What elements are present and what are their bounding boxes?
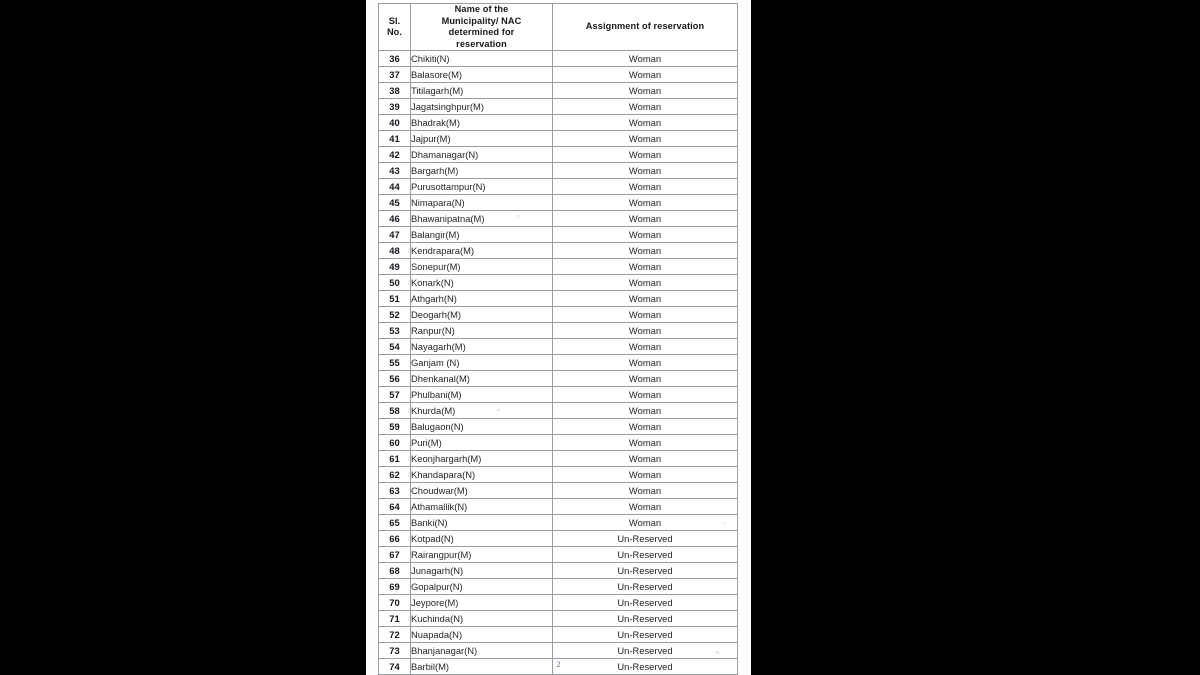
table-row	[379, 387, 738, 403]
column-header-name-line3: determined for	[448, 27, 515, 37]
cell-sl-no: 48	[379, 243, 411, 259]
scan-speck	[724, 522, 726, 524]
cell-sl-no: 70	[379, 595, 411, 611]
cell-sl-no: 52	[379, 307, 411, 323]
table-row	[379, 419, 738, 435]
table-row	[379, 355, 738, 371]
cell-assignment: Un-Reserved	[553, 611, 738, 627]
cell-sl-no: 65	[379, 515, 411, 531]
table-row	[379, 83, 738, 99]
cell-municipality-name: Nayagarh(M)	[411, 339, 553, 355]
table-row	[379, 403, 738, 419]
cell-sl-no: 67	[379, 547, 411, 563]
table-row	[379, 211, 738, 227]
cell-municipality-name: Jeypore(M)	[411, 595, 553, 611]
cell-municipality-name: Bhadrak(M)	[411, 115, 553, 131]
table-row	[379, 563, 738, 579]
cell-assignment: Un-Reserved	[553, 627, 738, 643]
cell-assignment: Woman	[553, 307, 738, 323]
cell-assignment: Un-Reserved	[553, 659, 738, 675]
table-row	[379, 227, 738, 243]
table-row	[379, 515, 738, 531]
cell-assignment: Woman	[553, 355, 738, 371]
cell-assignment: Woman	[553, 291, 738, 307]
cell-municipality-name: Khurda(M)	[411, 403, 553, 419]
table-body	[379, 51, 738, 675]
cell-assignment: Woman	[553, 195, 738, 211]
cell-sl-no: 51	[379, 291, 411, 307]
cell-sl-no: 42	[379, 147, 411, 163]
cell-sl-no: 68	[379, 563, 411, 579]
cell-sl-no: 71	[379, 611, 411, 627]
cell-sl-no: 60	[379, 435, 411, 451]
cell-assignment: Woman	[553, 451, 738, 467]
cell-sl-no: 66	[379, 531, 411, 547]
table-row	[379, 643, 738, 659]
cell-municipality-name: Junagarh(N)	[411, 563, 553, 579]
cell-sl-no: 45	[379, 195, 411, 211]
column-header-assignment: Assignment of reservation	[553, 4, 738, 51]
cell-municipality-name: Kuchinda(N)	[411, 611, 553, 627]
cell-municipality-name: Purusottampur(N)	[411, 179, 553, 195]
cell-assignment: Woman	[553, 435, 738, 451]
cell-municipality-name: Banki(N)	[411, 515, 553, 531]
table-row	[379, 131, 738, 147]
table-row	[379, 195, 738, 211]
cell-municipality-name: Chikiti(N)	[411, 51, 553, 67]
cell-sl-no: 57	[379, 387, 411, 403]
table-row	[379, 291, 738, 307]
column-header-name-line1: Name of the	[454, 4, 509, 14]
cell-assignment: Woman	[553, 67, 738, 83]
table-row	[379, 307, 738, 323]
cell-municipality-name: Sonepur(M)	[411, 259, 553, 275]
table-header-row	[379, 4, 738, 51]
cell-municipality-name: Dhenkanal(M)	[411, 371, 553, 387]
cell-assignment: Un-Reserved	[553, 579, 738, 595]
cell-sl-no: 72	[379, 627, 411, 643]
cell-assignment: Woman	[553, 467, 738, 483]
cell-sl-no: 59	[379, 419, 411, 435]
cell-assignment: Un-Reserved	[553, 595, 738, 611]
cell-municipality-name: Khandapara(N)	[411, 467, 553, 483]
column-header-sl-no-line1: Sl.	[388, 15, 401, 26]
cell-assignment: Woman	[553, 419, 738, 435]
cell-sl-no: 44	[379, 179, 411, 195]
cell-assignment: Woman	[553, 259, 738, 275]
table-row	[379, 531, 738, 547]
cell-municipality-name: Titilagarh(M)	[411, 83, 553, 99]
cell-municipality-name: Athgarh(N)	[411, 291, 553, 307]
cell-municipality-name: Phulbani(M)	[411, 387, 553, 403]
cell-assignment: Woman	[553, 499, 738, 515]
cell-assignment: Woman	[553, 51, 738, 67]
cell-sl-no: 73	[379, 643, 411, 659]
cell-assignment: Woman	[553, 147, 738, 163]
scan-speck	[518, 215, 520, 217]
cell-sl-no: 38	[379, 83, 411, 99]
cell-municipality-name: Kendrapara(M)	[411, 243, 553, 259]
table-row	[379, 579, 738, 595]
cell-sl-no: 64	[379, 499, 411, 515]
cell-municipality-name: Choudwar(M)	[411, 483, 553, 499]
cell-sl-no: 69	[379, 579, 411, 595]
cell-assignment: Woman	[553, 371, 738, 387]
table-row	[379, 51, 738, 67]
table-row	[379, 275, 738, 291]
cell-municipality-name: Keonjhargarh(M)	[411, 451, 553, 467]
cell-assignment: Un-Reserved	[553, 547, 738, 563]
table-row	[379, 323, 738, 339]
cell-sl-no: 39	[379, 99, 411, 115]
table-row	[379, 243, 738, 259]
cell-sl-no: 53	[379, 323, 411, 339]
cell-sl-no: 46	[379, 211, 411, 227]
cell-municipality-name: Deogarh(M)	[411, 307, 553, 323]
cell-assignment: Woman	[553, 323, 738, 339]
cell-municipality-name: Puri(M)	[411, 435, 553, 451]
cell-municipality-name: Kotpad(N)	[411, 531, 553, 547]
table-row	[379, 115, 738, 131]
table-row	[379, 467, 738, 483]
cell-sl-no: 37	[379, 67, 411, 83]
cell-municipality-name: Balasore(M)	[411, 67, 553, 83]
cell-municipality-name: Athamallik(N)	[411, 499, 553, 515]
cell-sl-no: 55	[379, 355, 411, 371]
reservation-table	[378, 3, 738, 675]
cell-municipality-name: Konark(N)	[411, 275, 553, 291]
cell-sl-no: 56	[379, 371, 411, 387]
cell-municipality-name: Jagatsinghpur(M)	[411, 99, 553, 115]
scan-speck	[716, 651, 719, 654]
cell-sl-no: 61	[379, 451, 411, 467]
cell-assignment: Woman	[553, 483, 738, 499]
cell-municipality-name: Nuapada(N)	[411, 627, 553, 643]
cell-assignment: Woman	[553, 243, 738, 259]
column-header-municipality-name	[411, 4, 553, 51]
cell-municipality-name: Ranpur(N)	[411, 323, 553, 339]
table-header	[379, 4, 738, 51]
cell-assignment: Woman	[553, 99, 738, 115]
cell-municipality-name: Balugaon(N)	[411, 419, 553, 435]
cell-sl-no: 74	[379, 659, 411, 675]
cell-municipality-name: Balangir(M)	[411, 227, 553, 243]
cell-municipality-name: Barbil(M)	[411, 659, 553, 675]
column-header-name-line4: reservation	[456, 38, 507, 49]
cell-sl-no: 36	[379, 51, 411, 67]
table-row	[379, 259, 738, 275]
cell-municipality-name: Rairangpur(M)	[411, 547, 553, 563]
table-row	[379, 499, 738, 515]
cell-assignment: Woman	[553, 403, 738, 419]
page-number: 2	[556, 660, 561, 669]
cell-assignment: Un-Reserved	[553, 531, 738, 547]
cell-sl-no: 41	[379, 131, 411, 147]
cell-assignment: Woman	[553, 387, 738, 403]
table-row	[379, 451, 738, 467]
cell-assignment: Woman	[553, 83, 738, 99]
cell-sl-no: 54	[379, 339, 411, 355]
cell-assignment: Woman	[553, 515, 738, 531]
cell-assignment: Woman	[553, 115, 738, 131]
cell-municipality-name: Ganjam (N)	[411, 355, 553, 371]
cell-assignment: Woman	[553, 339, 738, 355]
cell-assignment: Woman	[553, 275, 738, 291]
cell-assignment: Un-Reserved	[553, 563, 738, 579]
cell-assignment: Woman	[553, 131, 738, 147]
table-row	[379, 179, 738, 195]
cell-sl-no: 58	[379, 403, 411, 419]
cell-sl-no: 49	[379, 259, 411, 275]
cell-assignment: Woman	[553, 227, 738, 243]
table-row	[379, 371, 738, 387]
table-row	[379, 627, 738, 643]
document-page	[366, 0, 751, 675]
cell-assignment: Woman	[553, 163, 738, 179]
scan-speck	[497, 409, 500, 411]
column-header-name-line2: Municipality/ NAC	[441, 15, 522, 26]
cell-assignment: Un-Reserved	[553, 643, 738, 659]
cell-municipality-name: Nimapara(N)	[411, 195, 553, 211]
table-row	[379, 147, 738, 163]
cell-municipality-name: Dhamanagar(N)	[411, 147, 553, 163]
table-row	[379, 163, 738, 179]
cell-sl-no: 40	[379, 115, 411, 131]
table-row	[379, 67, 738, 83]
cell-assignment: Woman	[553, 211, 738, 227]
table-row	[379, 595, 738, 611]
table-row	[379, 483, 738, 499]
cell-sl-no: 63	[379, 483, 411, 499]
cell-assignment: Woman	[553, 179, 738, 195]
cell-municipality-name: Jajpur(M)	[411, 131, 553, 147]
column-header-sl-no-line2: No.	[386, 27, 403, 37]
table-row	[379, 339, 738, 355]
cell-sl-no: 62	[379, 467, 411, 483]
table-row	[379, 99, 738, 115]
table-row	[379, 435, 738, 451]
table-row	[379, 547, 738, 563]
column-header-sl-no	[379, 4, 411, 51]
cell-municipality-name: Gopalpur(N)	[411, 579, 553, 595]
cell-municipality-name: Bargarh(M)	[411, 163, 553, 179]
cell-sl-no: 47	[379, 227, 411, 243]
cell-sl-no: 43	[379, 163, 411, 179]
cell-municipality-name: Bhanjanagar(N)	[411, 643, 553, 659]
table-row	[379, 611, 738, 627]
cell-municipality-name: Bhawanipatna(M)	[411, 211, 553, 227]
cell-sl-no: 50	[379, 275, 411, 291]
